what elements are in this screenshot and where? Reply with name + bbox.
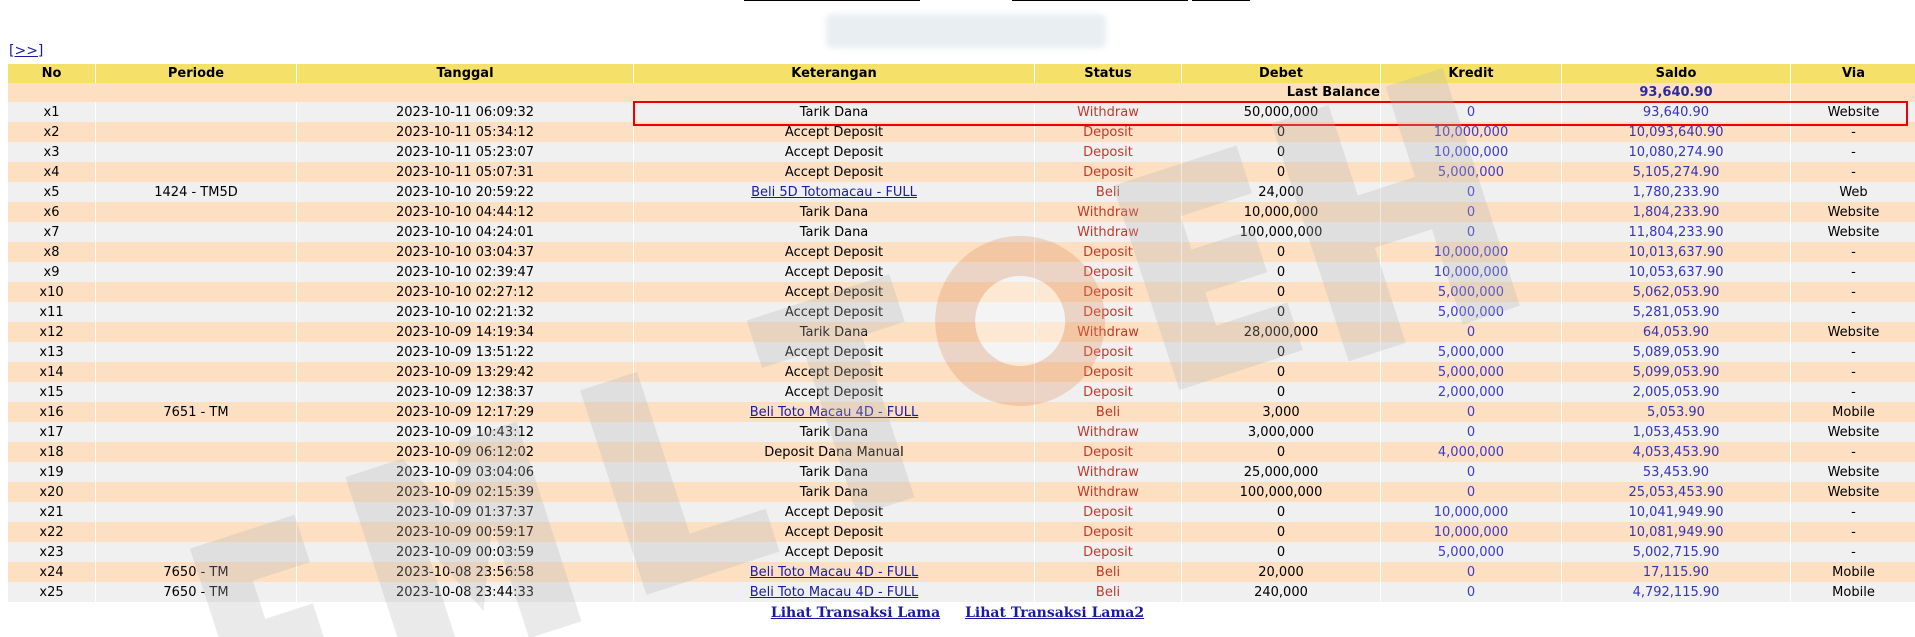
cell-via: -: [1791, 442, 1915, 462]
cell-saldo: 1,804,233.90: [1562, 202, 1790, 222]
cell-status: Deposit: [1035, 122, 1181, 142]
cell-keterangan: Accept Deposit: [634, 542, 1034, 562]
header-kredit: Kredit: [1381, 64, 1561, 83]
cell-keterangan: Accept Deposit: [634, 502, 1034, 522]
cell-keterangan: Tarik Dana: [634, 202, 1034, 222]
table-row: [8, 362, 1915, 382]
cell-debet: 0: [1182, 502, 1380, 522]
table-row: [8, 562, 1915, 582]
cell-periode: [96, 222, 296, 242]
cell-status: Withdraw: [1035, 462, 1181, 482]
cell-status: Deposit: [1035, 242, 1181, 262]
cell-via: Website: [1791, 202, 1915, 222]
cell-kredit: 10,000,000: [1381, 522, 1561, 542]
cell-via: -: [1791, 162, 1915, 182]
cell-saldo: 5,002,715.90: [1562, 542, 1790, 562]
cell-status: Withdraw: [1035, 422, 1181, 442]
cell-via: Website: [1791, 322, 1915, 342]
cell-periode: 1424 - TM5D: [96, 182, 296, 202]
cell-keterangan: Tarik Dana: [634, 322, 1034, 342]
cell-no: x10: [8, 282, 95, 302]
table-row: [8, 102, 1915, 122]
cell-kredit: 2,000,000: [1381, 382, 1561, 402]
cell-no: x2: [8, 122, 95, 142]
cell-keterangan: Accept Deposit: [634, 302, 1034, 322]
cell-saldo: 11,804,233.90: [1562, 222, 1790, 242]
cell-periode: [96, 362, 296, 382]
cell-keterangan: [634, 182, 1034, 202]
cell-status: Deposit: [1035, 442, 1181, 462]
cell-via: Website: [1791, 422, 1915, 442]
cell-debet: 240,000: [1182, 582, 1380, 602]
cell-debet: 0: [1182, 262, 1380, 282]
cell-tanggal: 2023-10-10 02:21:32: [297, 302, 633, 322]
cell-keterangan: Accept Deposit: [634, 522, 1034, 542]
cell-status: Beli: [1035, 182, 1181, 202]
cell-no: x3: [8, 142, 95, 162]
cell-via: Website: [1791, 462, 1915, 482]
cell-no: x24: [8, 562, 95, 582]
cell-tanggal: 2023-10-08 23:56:58: [297, 562, 633, 582]
bet-detail-link[interactable]: Beli Toto Macau 4D - FULL: [749, 584, 919, 600]
table-row: [8, 282, 1915, 302]
cell-via: Website: [1791, 222, 1915, 242]
header-debet: Debet: [1182, 64, 1380, 83]
old-transactions-link[interactable]: Lihat Transaksi Lama: [770, 605, 941, 621]
last-balance-label: [8, 83, 1380, 102]
cell-periode: [96, 282, 296, 302]
cell-kredit: 0: [1381, 102, 1561, 122]
table-row: [8, 582, 1915, 602]
cell-via: -: [1791, 382, 1915, 402]
cell-via: -: [1791, 242, 1915, 262]
header-keterangan: Keterangan: [634, 64, 1034, 83]
cell-kredit: 10,000,000: [1381, 122, 1561, 142]
cell-tanggal: 2023-10-10 04:24:01: [297, 222, 633, 242]
cell-saldo: 2,005,053.90: [1562, 382, 1790, 402]
cell-no: x6: [8, 202, 95, 222]
cell-tanggal: 2023-10-11 06:09:32: [297, 102, 633, 122]
cell-saldo: 10,053,637.90: [1562, 262, 1790, 282]
cell-kredit: 5,000,000: [1381, 342, 1561, 362]
cell-status: Deposit: [1035, 282, 1181, 302]
cell-tanggal: 2023-10-09 13:51:22: [297, 342, 633, 362]
cell-periode: [96, 482, 296, 502]
cell-no: x14: [8, 362, 95, 382]
cell-periode: [96, 302, 296, 322]
cell-saldo: 5,099,053.90: [1562, 362, 1790, 382]
cell-no: x20: [8, 482, 95, 502]
cell-keterangan: Tarik Dana: [634, 102, 1034, 122]
cell-no: x18: [8, 442, 95, 462]
cell-saldo: 5,105,274.90: [1562, 162, 1790, 182]
cell-saldo: 53,453.90: [1562, 462, 1790, 482]
cell-kredit: 5,000,000: [1381, 362, 1561, 382]
cell-status: Deposit: [1035, 162, 1181, 182]
cell-debet: 0: [1182, 382, 1380, 402]
table-header-row: [8, 64, 1915, 83]
cell-via: -: [1791, 502, 1915, 522]
cell-periode: [96, 202, 296, 222]
table-row: [8, 502, 1915, 522]
cell-saldo: 64,053.90: [1562, 322, 1790, 342]
cell-keterangan: Accept Deposit: [634, 122, 1034, 142]
cell-via: -: [1791, 302, 1915, 322]
table-row: [8, 442, 1915, 462]
cell-tanggal: 2023-10-09 10:43:12: [297, 422, 633, 442]
cell-no: x5: [8, 182, 95, 202]
last-balance-value: 93,640.90: [1562, 83, 1790, 102]
cell-via: -: [1791, 142, 1915, 162]
cell-via: -: [1791, 282, 1915, 302]
table-row: [8, 182, 1915, 202]
cell-saldo: 10,013,637.90: [1562, 242, 1790, 262]
cell-saldo: 4,792,115.90: [1562, 582, 1790, 602]
cell-status: Deposit: [1035, 302, 1181, 322]
cell-via: Website: [1791, 102, 1915, 122]
table-row: [8, 202, 1915, 222]
top-divider-1: [744, 0, 920, 1]
bet-detail-link[interactable]: Beli Toto Macau 4D - FULL: [749, 404, 919, 420]
cell-periode: 7650 - TM: [96, 582, 296, 602]
cell-saldo: 5,281,053.90: [1562, 302, 1790, 322]
table-row: [8, 542, 1915, 562]
cell-periode: 7651 - TM: [96, 402, 296, 422]
table-row: [8, 162, 1915, 182]
cell-no: x22: [8, 522, 95, 542]
cell-saldo: 4,053,453.90: [1562, 442, 1790, 462]
cell-no: x23: [8, 542, 95, 562]
table-row: [8, 222, 1915, 242]
cell-keterangan: [634, 562, 1034, 582]
cell-keterangan: Accept Deposit: [634, 262, 1034, 282]
table-row: [8, 302, 1915, 322]
cell-keterangan: Accept Deposit: [634, 142, 1034, 162]
cell-debet: 3,000: [1182, 402, 1380, 422]
cell-kredit: 0: [1381, 402, 1561, 422]
cell-kredit: 0: [1381, 202, 1561, 222]
cell-kredit: 5,000,000: [1381, 302, 1561, 322]
cell-keterangan: [634, 402, 1034, 422]
cell-kredit: 10,000,000: [1381, 142, 1561, 162]
cell-kredit: 0: [1381, 562, 1561, 582]
table-row: [8, 382, 1915, 402]
cell-debet: 20,000: [1182, 562, 1380, 582]
cell-no: x1: [8, 102, 95, 122]
cell-periode: [96, 382, 296, 402]
cell-tanggal: 2023-10-10 02:39:47: [297, 262, 633, 282]
cell-keterangan: Accept Deposit: [634, 342, 1034, 362]
table-row: [8, 242, 1915, 262]
cell-via: -: [1791, 122, 1915, 142]
table-row: [8, 482, 1915, 502]
last-balance-via: [1791, 83, 1915, 102]
cell-periode: [96, 442, 296, 462]
cell-saldo: 10,093,640.90: [1562, 122, 1790, 142]
cell-kredit: 4,000,000: [1381, 442, 1561, 462]
cell-saldo: 5,062,053.90: [1562, 282, 1790, 302]
cell-no: x4: [8, 162, 95, 182]
cell-periode: [96, 322, 296, 342]
cell-keterangan: [634, 582, 1034, 602]
cell-status: Beli: [1035, 562, 1181, 582]
cell-no: x21: [8, 502, 95, 522]
last-balance-spacer: [1381, 83, 1561, 102]
cell-debet: 0: [1182, 362, 1380, 382]
cell-tanggal: 2023-10-09 12:38:37: [297, 382, 633, 402]
cell-kredit: 5,000,000: [1381, 282, 1561, 302]
table-row: [8, 462, 1915, 482]
last-balance-label-text: Last Balance: [1286, 85, 1380, 100]
cell-tanggal: 2023-10-09 01:37:37: [297, 502, 633, 522]
cell-no: x9: [8, 262, 95, 282]
cell-debet: 25,000,000: [1182, 462, 1380, 482]
cell-kredit: 5,000,000: [1381, 542, 1561, 562]
cell-saldo: 93,640.90: [1562, 102, 1790, 122]
cell-via: Mobile: [1791, 562, 1915, 582]
blurred-header-area: [826, 14, 1106, 48]
cell-tanggal: 2023-10-09 12:17:29: [297, 402, 633, 422]
bet-detail-link[interactable]: Beli 5D Totomacau - FULL: [751, 184, 917, 200]
cell-debet: 0: [1182, 282, 1380, 302]
cell-no: x17: [8, 422, 95, 442]
header-periode: Periode: [96, 64, 296, 83]
cell-periode: [96, 262, 296, 282]
cell-saldo: 5,053.90: [1562, 402, 1790, 422]
cell-no: x7: [8, 222, 95, 242]
cell-kredit: 0: [1381, 222, 1561, 242]
cell-status: Deposit: [1035, 262, 1181, 282]
cell-via: Mobile: [1791, 402, 1915, 422]
cell-keterangan: Tarik Dana: [634, 422, 1034, 442]
cell-keterangan: Accept Deposit: [634, 382, 1034, 402]
cell-tanggal: 2023-10-10 04:44:12: [297, 202, 633, 222]
cell-via: -: [1791, 362, 1915, 382]
cell-tanggal: 2023-10-10 02:27:12: [297, 282, 633, 302]
cell-tanggal: 2023-10-11 05:34:12: [297, 122, 633, 142]
table-row: [8, 402, 1915, 422]
cell-debet: 24,000: [1182, 182, 1380, 202]
cell-saldo: 1,780,233.90: [1562, 182, 1790, 202]
cell-keterangan: Accept Deposit: [634, 242, 1034, 262]
header-no: No: [8, 64, 95, 83]
cell-kredit: 0: [1381, 422, 1561, 442]
cell-status: Deposit: [1035, 382, 1181, 402]
cell-kredit: 0: [1381, 182, 1561, 202]
table-row: [8, 322, 1915, 342]
cell-debet: 10,000,000: [1182, 202, 1380, 222]
old-transactions-link-2[interactable]: Lihat Transaksi Lama2: [965, 605, 1145, 621]
cell-no: x11: [8, 302, 95, 322]
cell-debet: 28,000,000: [1182, 322, 1380, 342]
cell-kredit: 0: [1381, 482, 1561, 502]
cell-saldo: 10,041,949.90: [1562, 502, 1790, 522]
cell-tanggal: 2023-10-11 05:07:31: [297, 162, 633, 182]
cell-keterangan: Deposit Dana Manual: [634, 442, 1034, 462]
cell-periode: [96, 242, 296, 262]
cell-debet: 0: [1182, 142, 1380, 162]
cell-debet: 0: [1182, 242, 1380, 262]
cell-status: Deposit: [1035, 522, 1181, 542]
cell-no: x16: [8, 402, 95, 422]
cell-debet: 3,000,000: [1182, 422, 1380, 442]
transaction-table: [7, 64, 1915, 602]
header-via: Via: [1791, 64, 1915, 83]
cell-keterangan: Tarik Dana: [634, 482, 1034, 502]
cell-no: x8: [8, 242, 95, 262]
cell-debet: 0: [1182, 442, 1380, 462]
cell-keterangan: Tarik Dana: [634, 222, 1034, 242]
cell-debet: 0: [1182, 542, 1380, 562]
cell-status: Withdraw: [1035, 482, 1181, 502]
table-row: [8, 262, 1915, 282]
cell-saldo: 17,115.90: [1562, 562, 1790, 582]
cell-periode: 7650 - TM: [96, 562, 296, 582]
cell-no: x19: [8, 462, 95, 482]
cell-kredit: 10,000,000: [1381, 502, 1561, 522]
cell-periode: [96, 122, 296, 142]
cell-kredit: 5,000,000: [1381, 162, 1561, 182]
top-divider-2: [1012, 0, 1188, 1]
cell-periode: [96, 162, 296, 182]
cell-tanggal: 2023-10-09 00:03:59: [297, 542, 633, 562]
cell-kredit: 10,000,000: [1381, 262, 1561, 282]
cell-periode: [96, 462, 296, 482]
cell-saldo: 10,081,949.90: [1562, 522, 1790, 542]
table-row: [8, 142, 1915, 162]
cell-via: -: [1791, 522, 1915, 542]
cell-status: Deposit: [1035, 142, 1181, 162]
cell-via: -: [1791, 262, 1915, 282]
cell-tanggal: 2023-10-09 00:59:17: [297, 522, 633, 542]
cell-no: x13: [8, 342, 95, 362]
cell-saldo: 5,089,053.90: [1562, 342, 1790, 362]
cell-saldo: 25,053,453.90: [1562, 482, 1790, 502]
cell-keterangan: Accept Deposit: [634, 362, 1034, 382]
table-row: [8, 522, 1915, 542]
cell-periode: [96, 342, 296, 362]
table-row: [8, 422, 1915, 442]
cell-status: Withdraw: [1035, 222, 1181, 242]
header-status: Status: [1035, 64, 1181, 83]
cell-saldo: 10,080,274.90: [1562, 142, 1790, 162]
next-page-link[interactable]: [>>]: [9, 43, 44, 59]
cell-tanggal: 2023-10-10 03:04:37: [297, 242, 633, 262]
cell-no: x25: [8, 582, 95, 602]
cell-tanggal: 2023-10-10 20:59:22: [297, 182, 633, 202]
cell-tanggal: 2023-10-09 14:19:34: [297, 322, 633, 342]
cell-keterangan: Accept Deposit: [634, 162, 1034, 182]
cell-status: Beli: [1035, 582, 1181, 602]
cell-periode: [96, 422, 296, 442]
table-row: [8, 122, 1915, 142]
cell-periode: [96, 102, 296, 122]
cell-tanggal: 2023-10-11 05:23:07: [297, 142, 633, 162]
cell-periode: [96, 502, 296, 522]
cell-no: x12: [8, 322, 95, 342]
cell-via: Web: [1791, 182, 1915, 202]
cell-tanggal: 2023-10-09 13:29:42: [297, 362, 633, 382]
cell-kredit: 10,000,000: [1381, 242, 1561, 262]
cell-status: Withdraw: [1035, 102, 1181, 122]
table-row: [8, 342, 1915, 362]
cell-status: Deposit: [1035, 342, 1181, 362]
footer-links: [0, 605, 1915, 621]
cell-tanggal: 2023-10-08 23:44:33: [297, 582, 633, 602]
bet-detail-link[interactable]: Beli Toto Macau 4D - FULL: [749, 564, 919, 580]
cell-periode: [96, 522, 296, 542]
cell-tanggal: 2023-10-09 02:15:39: [297, 482, 633, 502]
cell-via: -: [1791, 342, 1915, 362]
cell-debet: 100,000,000: [1182, 482, 1380, 502]
cell-via: -: [1791, 542, 1915, 562]
cell-kredit: 0: [1381, 322, 1561, 342]
header-tanggal: Tanggal: [297, 64, 633, 83]
cell-status: Withdraw: [1035, 322, 1181, 342]
cell-kredit: 0: [1381, 462, 1561, 482]
cell-kredit: 0: [1381, 582, 1561, 602]
cell-saldo: 1,053,453.90: [1562, 422, 1790, 442]
cell-debet: 50,000,000: [1182, 102, 1380, 122]
cell-debet: 0: [1182, 522, 1380, 542]
top-divider-3: [1192, 0, 1250, 1]
cell-no: x15: [8, 382, 95, 402]
cell-debet: 0: [1182, 162, 1380, 182]
cell-keterangan: Tarik Dana: [634, 462, 1034, 482]
cell-tanggal: 2023-10-09 06:12:02: [297, 442, 633, 462]
cell-status: Deposit: [1035, 362, 1181, 382]
cell-status: Deposit: [1035, 502, 1181, 522]
cell-debet: 0: [1182, 122, 1380, 142]
cell-status: Deposit: [1035, 542, 1181, 562]
cell-periode: [96, 542, 296, 562]
cell-via: Mobile: [1791, 582, 1915, 602]
cell-tanggal: 2023-10-09 03:04:06: [297, 462, 633, 482]
cell-debet: 0: [1182, 302, 1380, 322]
cell-debet: 0: [1182, 342, 1380, 362]
cell-via: Website: [1791, 482, 1915, 502]
last-balance-row: [8, 83, 1915, 102]
cell-debet: 100,000,000: [1182, 222, 1380, 242]
header-saldo: Saldo: [1562, 64, 1790, 83]
cell-keterangan: Accept Deposit: [634, 282, 1034, 302]
cell-status: Withdraw: [1035, 202, 1181, 222]
cell-periode: [96, 142, 296, 162]
cell-status: Beli: [1035, 402, 1181, 422]
